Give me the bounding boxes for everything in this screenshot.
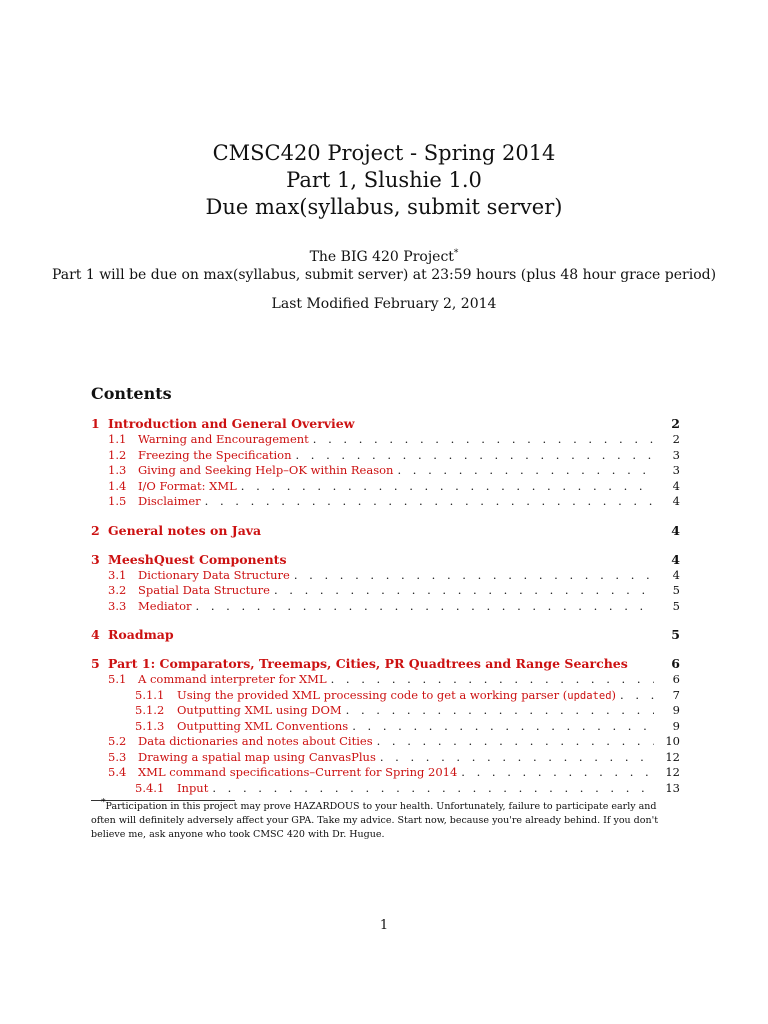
footnote-text: Participation in this project may prove HAZARDOUS to your health. Unfortunately, failure to participate early and often will definitely adversely affect your GPA. Take my advice. Start now, because you're already behind. If you don't believe me, ask anyone who took CMSC 420 with Dr. Hugue. [91,801,659,840]
toc-gap [91,539,680,552]
toc-subsection-title[interactable]: Disclaimer [138,494,201,508]
toc-subsection-title[interactable]: Dictionary Data Structure [138,567,290,582]
toc-leader-dots [270,583,654,599]
toc-section-title[interactable]: Part 1: Comparators, Treemaps, Cities, PR Quadtrees and Range Searches [108,656,628,671]
toc-page-number: 3 [672,463,680,477]
toc-page-number: 6 [671,656,680,671]
toc-subsection-5-4[interactable] [91,765,680,781]
footnote-mark[interactable]: * [453,248,459,259]
toc-subsection-3-1[interactable] [91,568,680,584]
toc-subsection-title[interactable]: Input [177,780,209,795]
toc-subsection-5-3[interactable] [91,750,680,766]
toc-leader-dots [290,568,654,584]
toc-subsection-number: 5.1 [108,672,127,686]
toc-page-number: 12 [665,765,680,779]
toc-page-number: 10 [665,734,680,748]
updated-tag: updated [567,689,612,702]
toc-page-number: 4 [671,551,680,567]
toc-subsection-1-2[interactable] [91,448,680,464]
toc-section-number: 4 [91,627,100,642]
toc-gap [91,510,680,523]
toc-section-title[interactable]: Roadmap [108,627,174,642]
toc-subsection-1-1[interactable] [91,432,680,448]
toc-subsection-number: 1.3 [108,463,127,477]
toc-leader-dots [393,463,654,479]
toc-page-number: 4 [672,478,680,493]
toc-subsection-title[interactable]: XML command specifications–Current for Spring 2014 [138,765,458,779]
toc-page-number: 4 [672,494,680,508]
last-modified: Last Modified February 2, 2014 [271,296,497,312]
toc-page-number: 13 [665,780,680,795]
toc-subsection-title[interactable]: Spatial Data Structure [138,583,270,597]
toc-subsection-number: 3.3 [108,598,127,613]
toc-subsection-1-5[interactable] [91,494,680,510]
toc-section-3[interactable] [91,552,680,568]
document-title [0,140,768,221]
toc-subsection-title[interactable]: Outputting XML Conventions [177,718,349,733]
title-line: CMSC420 Project - Spring 2014 [212,141,556,165]
toc-page-number: 5 [672,598,680,613]
toc-leader-dots [201,494,654,510]
toc-section-2[interactable] [91,523,680,539]
toc-subsection-title[interactable]: Outputting XML using DOM [177,703,342,717]
toc-subsection-number: 1.2 [108,447,127,462]
toc-subsection-title[interactable]: Freezing the Specification [138,447,292,462]
toc-subsection-title[interactable]: Using the provided XML processing code to get a working parser (updated) [177,687,617,702]
toc-section-number: 1 [91,416,100,431]
footnote-mark: * [101,797,106,808]
toc-page-number: 7 [672,687,680,702]
toc-gap [91,643,680,656]
title-line: Part 1, Slushie 1.0 [286,168,482,192]
toc-subsection-title[interactable]: Drawing a spatial map using CanvasPlus [138,749,376,764]
toc-subsection-3-3[interactable] [91,599,680,615]
toc-section-title[interactable]: MeeshQuest Components [108,551,287,567]
toc-leader-dots [309,432,654,448]
toc-section-1[interactable] [91,416,680,432]
toc-subsection-title[interactable]: Data dictionaries and notes about Cities [138,734,373,748]
toc-subsection-number: 1.5 [108,494,127,508]
toc-page-number: 5 [671,627,680,642]
toc-section-number: 3 [91,551,100,567]
toc-subsection-title[interactable]: Warning and Encouragement [138,432,309,446]
toc-subsection-number: 5.1.3 [135,718,165,733]
toc-page-number: 12 [665,749,680,764]
toc-page-number: 2 [672,432,680,446]
toc-subsection-title[interactable]: A command interpreter for XML [138,672,327,686]
toc-subsection-title[interactable]: Mediator [138,598,192,613]
toc-page-number: 5 [672,583,680,597]
toc-leader-dots [616,688,654,704]
toc-subsection-5-1-3[interactable] [91,719,680,735]
project-line: The BIG 420 Project* [309,248,459,265]
toc-subsection-1-4[interactable] [91,479,680,495]
toc-page-number: 9 [672,703,680,717]
toc-subsection-title[interactable]: I/O Format: XML [138,478,237,493]
page-number: 1 [379,918,389,933]
toc-section-4[interactable] [91,627,680,643]
subtitle-block [0,248,768,284]
toc-subsection-5-4-1[interactable] [91,781,680,797]
toc-subsection-number: 1.1 [108,432,127,446]
toc-leader-dots [342,703,654,719]
toc-page-number: 9 [672,718,680,733]
toc-subsection-5-1[interactable] [91,672,680,688]
toc-subsection-number: 5.1.1 [135,687,165,702]
toc-subsection-number: 5.2 [108,734,127,748]
toc-subsection-number: 3.2 [108,583,127,597]
toc-gap [91,614,680,627]
toc-subsection-number: 1.4 [108,478,127,493]
toc-page-number: 3 [672,447,680,462]
toc-leader-dots [373,734,654,750]
toc-subsection-number: 5.4.1 [135,780,165,795]
toc-leader-dots [376,750,654,766]
toc-section-number: 5 [91,656,100,671]
toc-leader-dots [348,719,654,735]
toc-subsection-5-2[interactable] [91,734,680,750]
toc-subsection-number: 5.1.2 [135,703,165,717]
toc-section-title[interactable]: Introduction and General Overview [108,416,355,431]
toc-subsection-5-1-1[interactable] [91,688,680,704]
toc-leader-dots [208,781,654,797]
toc-subsection-5-1-2[interactable] [91,703,680,719]
toc-leader-dots [457,765,654,781]
table-of-contents [91,416,680,796]
toc-leader-dots [192,599,654,615]
toc-section-5[interactable] [91,656,680,672]
toc-subsection-title[interactable]: Giving and Seeking Help–OK within Reason [138,463,394,477]
toc-subsection-number: 5.4 [108,765,127,779]
toc-subsection-1-3[interactable] [91,463,680,479]
footnote [91,797,683,842]
toc-section-title[interactable]: General notes on Java [108,522,262,538]
toc-leader-dots [292,448,655,464]
due-line: Part 1 will be due on max(syllabus, submit server) at 23:59 hours (plus 48 hour grace period) [51,267,717,283]
toc-subsection-number: 3.1 [108,567,127,582]
toc-subsection-number: 5.3 [108,749,127,764]
toc-page-number: 6 [672,672,680,686]
title-line: Due max(syllabus, submit server) [205,195,563,219]
toc-leader-dots [327,672,654,688]
toc-section-number: 2 [91,522,100,538]
toc-page-number: 4 [672,567,680,582]
toc-page-number: 2 [671,416,680,431]
contents-heading: Contents [91,384,172,403]
toc-page-number: 4 [671,522,680,538]
toc-leader-dots [237,479,654,495]
toc-subsection-3-2[interactable] [91,583,680,599]
